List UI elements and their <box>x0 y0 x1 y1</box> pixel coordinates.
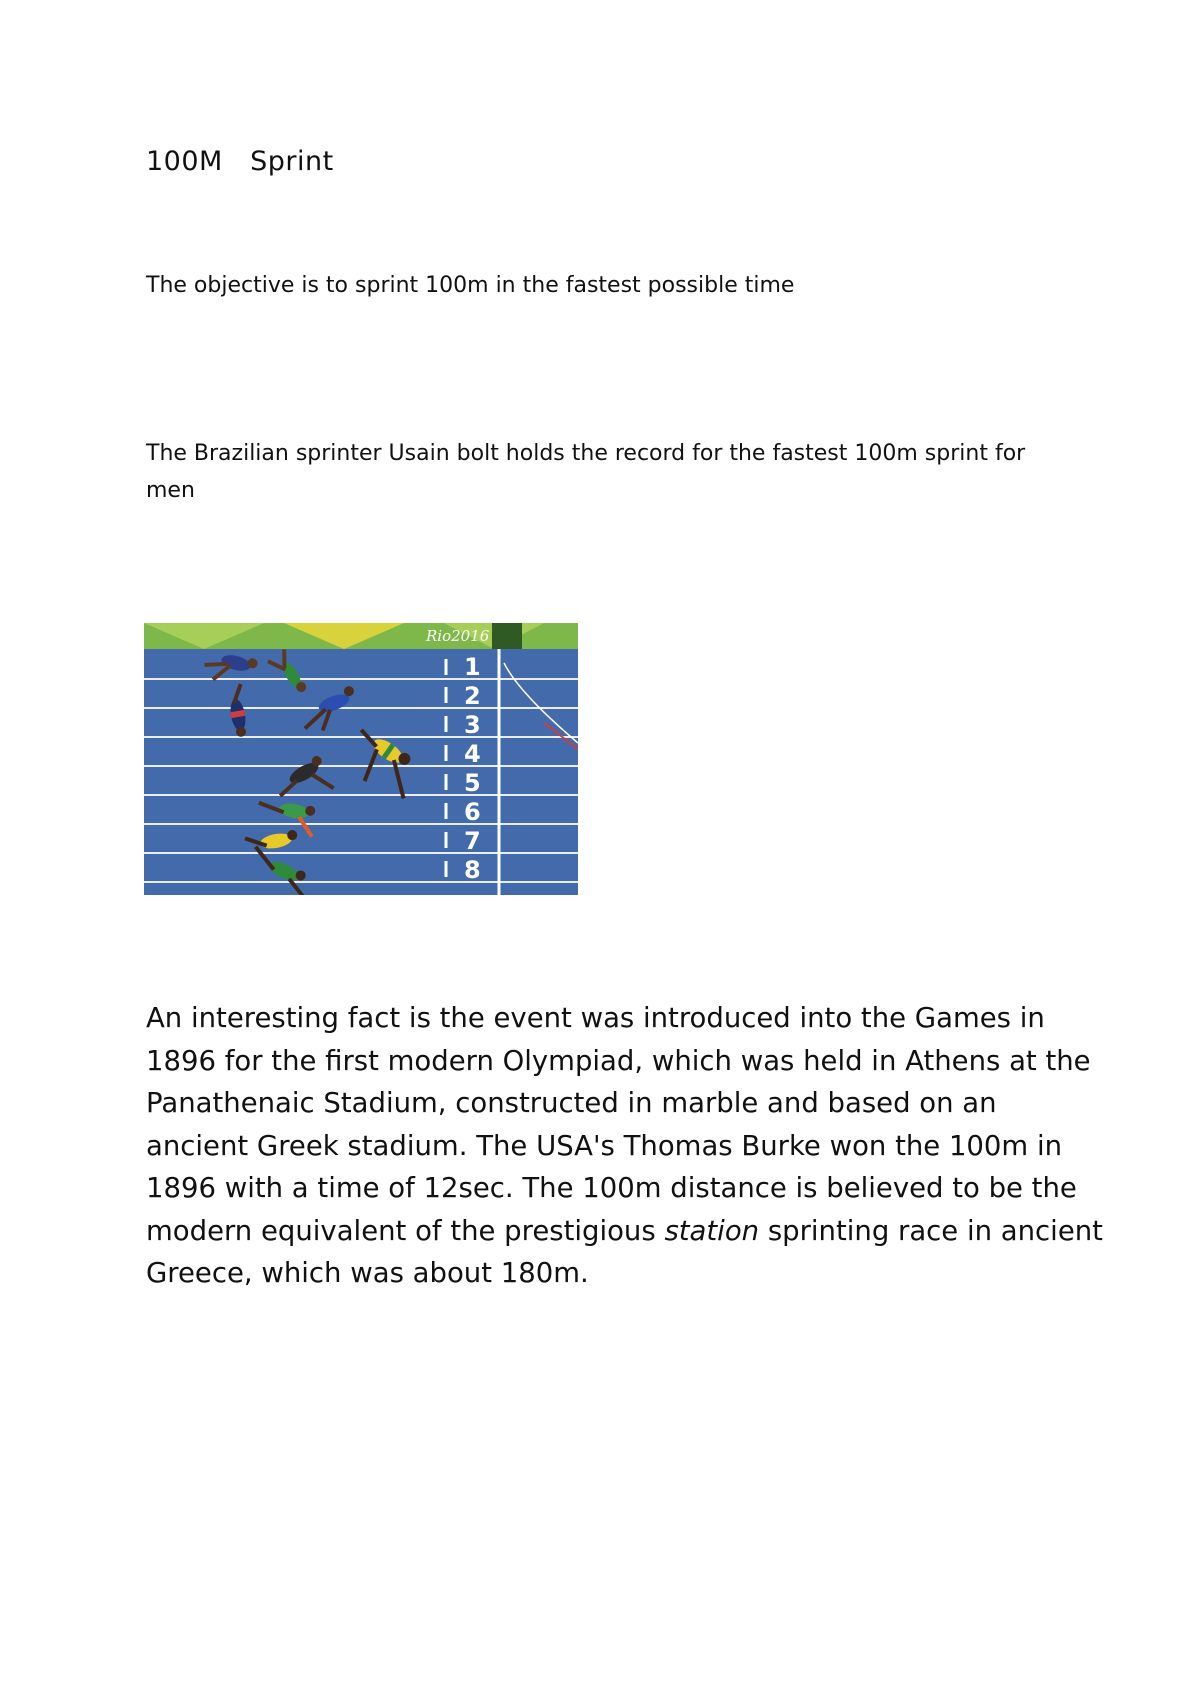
lane-number: 8 <box>464 856 481 884</box>
record-statement: The Brazilian sprinter Usain bolt holds the record for the fastest 100m sprint for men <box>146 441 1026 503</box>
fact-emphasis-word: station <box>664 1214 760 1247</box>
lane-number: 6 <box>464 798 481 826</box>
lane-number: 5 <box>464 769 481 797</box>
lane-number: 1 <box>464 653 481 681</box>
lane-number: 3 <box>464 711 481 739</box>
fact-text-part2: sprinting race in ancient Greece, which was about 180m. <box>146 1214 1103 1289</box>
lane-number: 7 <box>464 827 481 855</box>
lane-number: 2 <box>464 682 481 710</box>
interesting-fact-paragraph <box>146 997 1106 1295</box>
lane-number: 4 <box>464 740 481 768</box>
document-title: 100M Sprint <box>146 146 334 177</box>
objective-text: The objective is to sprint 100m in the fastest possible time <box>146 273 795 298</box>
fact-text-part1: An interesting fact is the event was introduced into the Games in 1896 for the first modern Olympiad, which was held in Athens at the Panathenaic Stadium, constructed in marble and based on an ancient Greek stadium. The USA's Thomas Burke won the 100m in 1896 with a time of 12sec. The 100m distance is believed to be the modern equivalent of the prestigious <box>146 1002 1091 1247</box>
rio2016-watermark: Rio2016 <box>426 627 490 645</box>
sprint-finish-photo <box>144 623 578 895</box>
